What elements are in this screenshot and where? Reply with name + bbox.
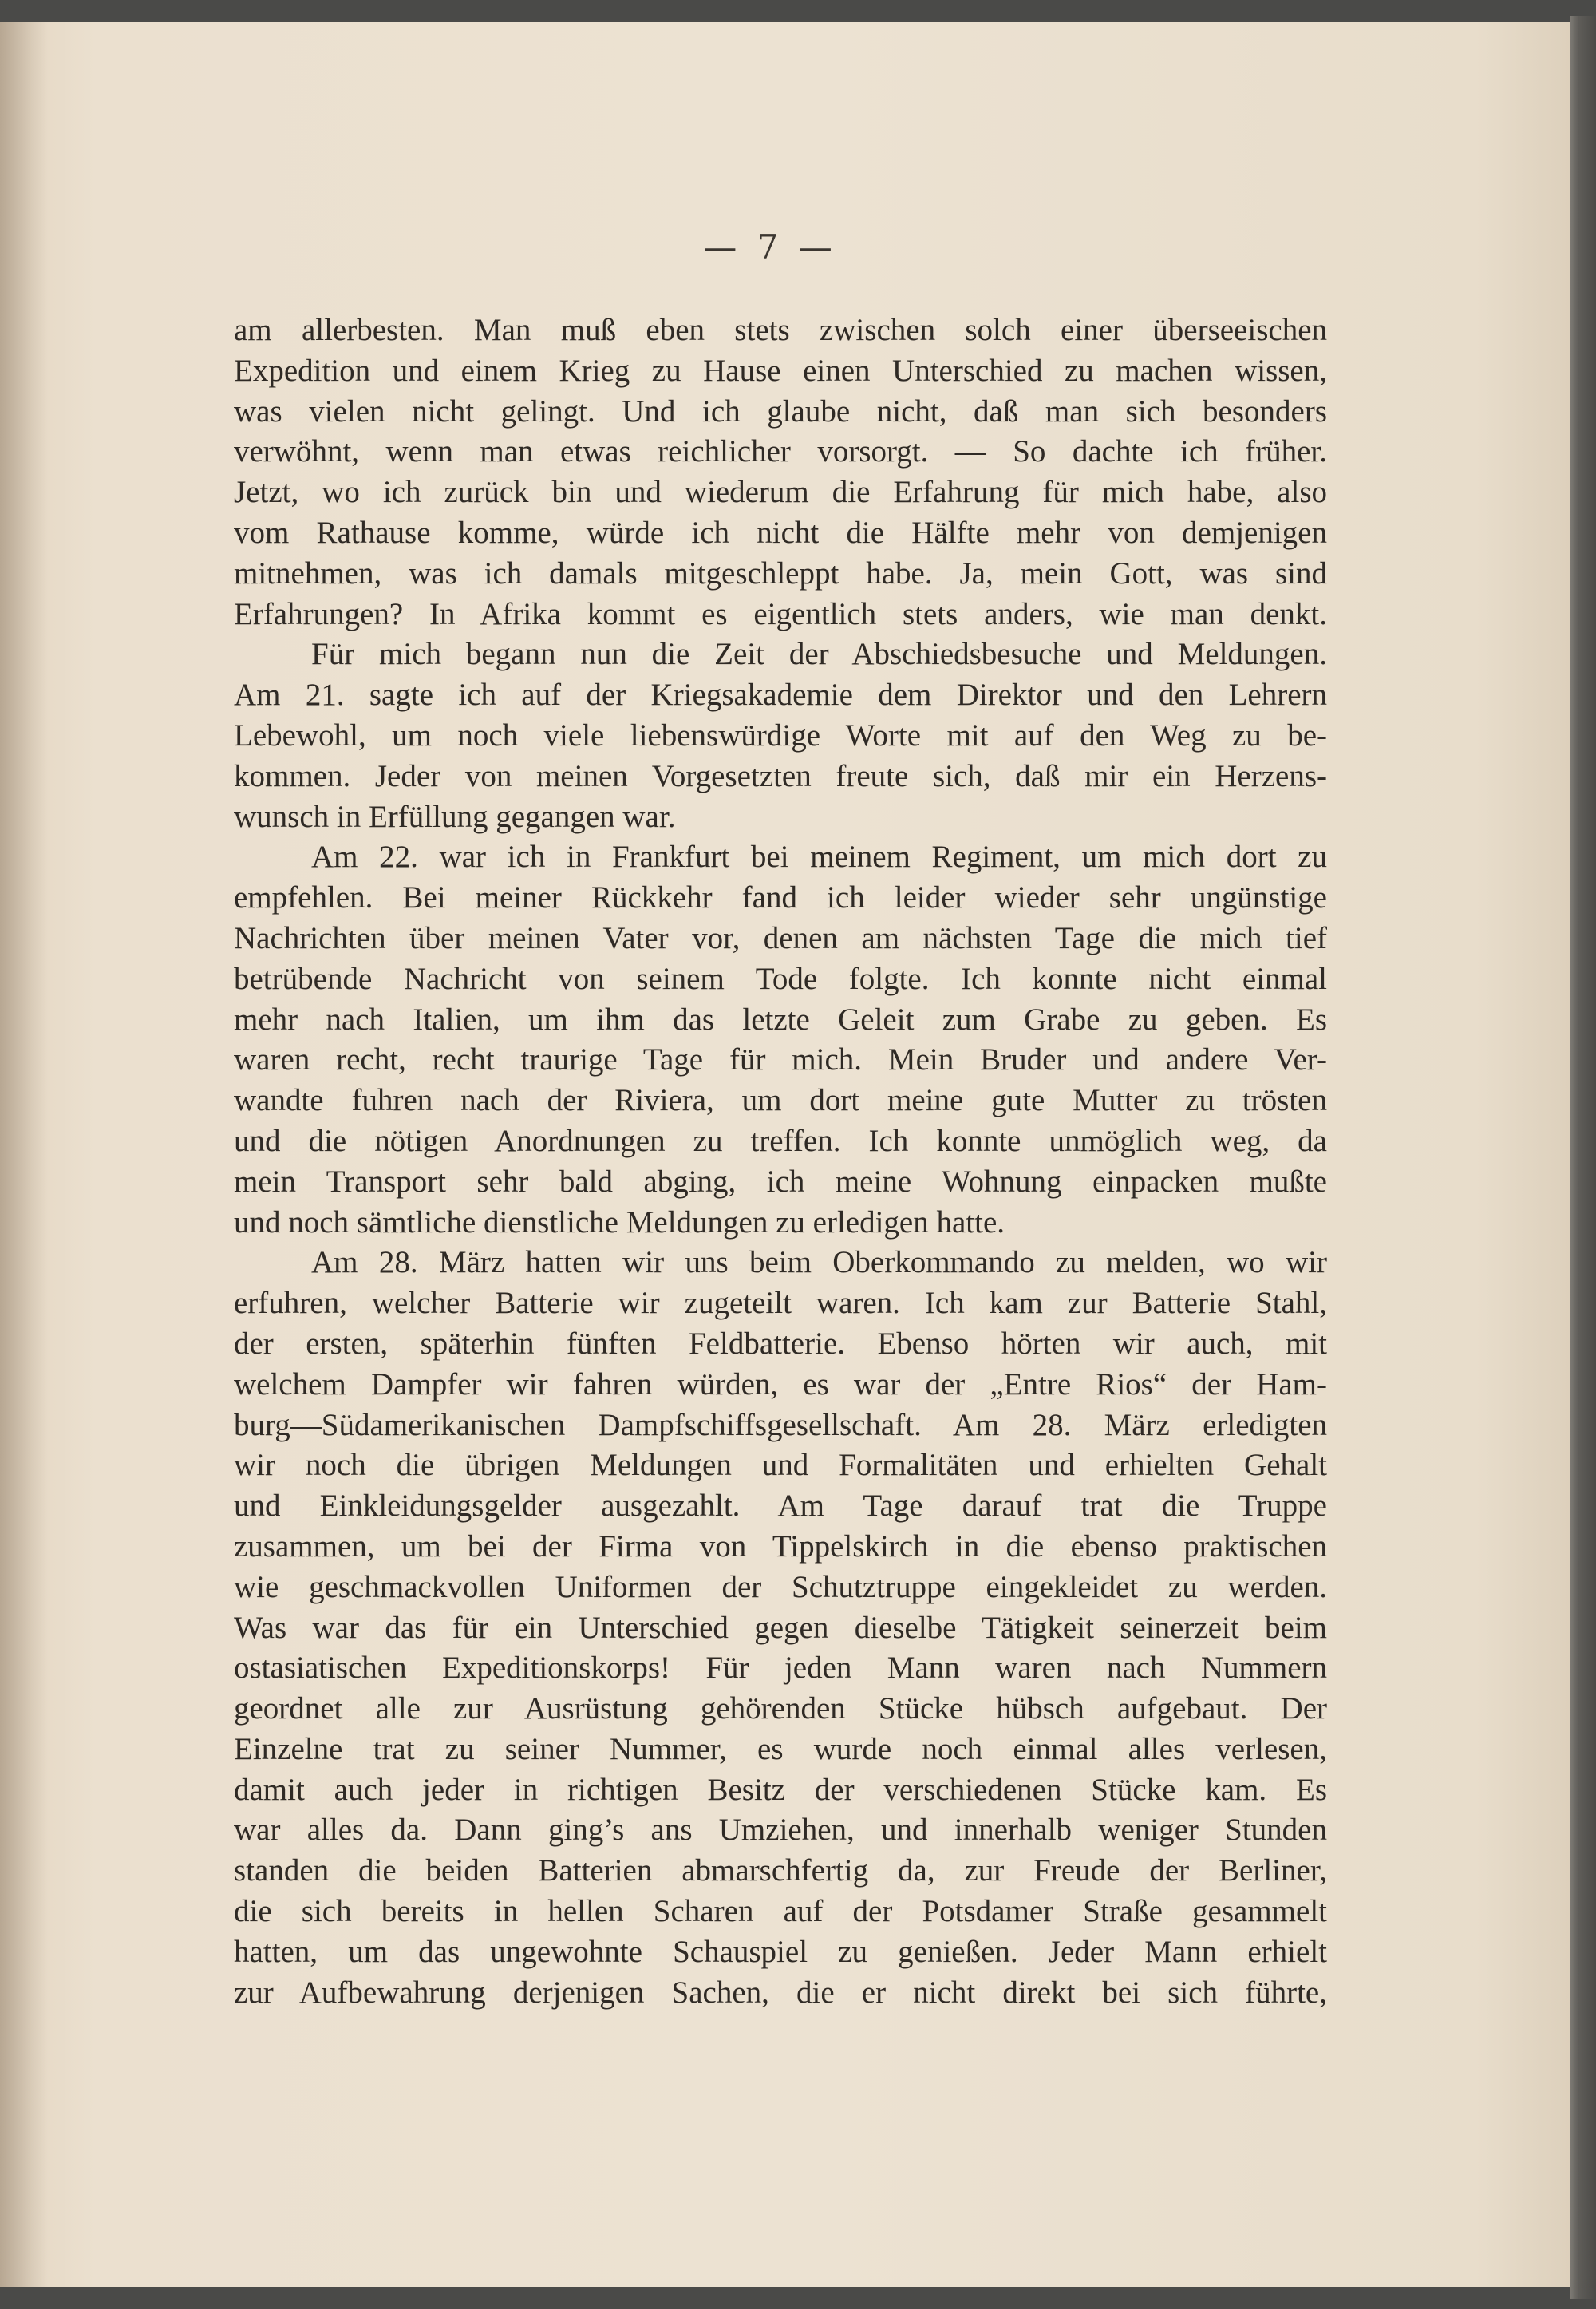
text-line: zusammen, um bei der Firma von Tippelskirch in die ebenso praktischen (234, 1528, 1327, 1564)
text-line: geordnet alle zur Ausrüstung gehörenden Stücke hübsch aufgebaut. Der (234, 1691, 1327, 1726)
text-line: Für mich begann nun die Zeit der Abschiedsbesuche und Meldungen. (311, 637, 1327, 672)
text-line: Am 22. war ich in Frankfurt bei meinem Regiment, um mich dort zu (311, 840, 1327, 875)
text-line: Am 28. März hatten wir uns beim Oberkommando zu melden, wo wir (311, 1245, 1327, 1280)
body-text (234, 310, 1327, 2013)
text-line: burg—Südamerikanischen Dampfschiffsgesellschaft. Am 28. März erledigten (234, 1407, 1327, 1442)
text-line: mehr nach Italien, um ihm das letzte Geleit zum Grabe zu geben. Es (234, 1002, 1327, 1037)
text-line: am allerbesten. Man muß eben stets zwischen solch einer überseeischen (234, 313, 1327, 347)
gutter-shadow (0, 22, 48, 2287)
text-line: ostasiatischen Expeditionskorps! Für jeden Mann waren nach Nummern (234, 1651, 1327, 1686)
text-line: Lebewohl, um noch viele liebenswürdige Worte mit auf den Weg zu be- (234, 718, 1327, 753)
text-line: betrübende Nachricht von seinem Tode folgte. Ich konnte nicht einmal (234, 961, 1327, 996)
text-line: war alles da. Dann ging’s ans Umziehen, und innerhalb weniger Stunden (234, 1813, 1327, 1848)
text-line: verwöhnt, wenn man etwas reichlicher vorsorgt. — So dachte ich früher. (234, 434, 1327, 469)
text-line: zur Aufbewahrung derjenigen Sachen, die er nicht direkt bei sich führte, (234, 1975, 1327, 2010)
text-line: standen die beiden Batterien abmarschfertig da, zur Freude der Berliner, (234, 1853, 1327, 1888)
text-line: damit auch jeder in richtigen Besitz der verschiedenen Stücke kam. Es (234, 1772, 1327, 1807)
text-line: vom Rathause komme, würde ich nicht die Hälfte mehr von demjenigen (234, 515, 1327, 550)
text-line: waren recht, recht traurige Tage für mich. Mein Bruder und andere Ver- (234, 1042, 1327, 1077)
text-line: kommen. Jeder von meinen Vorgesetzten freute sich, daß mir ein Herzens- (234, 758, 1327, 793)
text-line: der ersten, späterhin fünften Feldbatterie. Ebenso hörten wir auch, mit (234, 1326, 1327, 1361)
text-line: die sich bereits in hellen Scharen auf der Potsdamer Straße gesammelt (234, 1894, 1327, 1929)
text-line: wunsch in Erfüllung gegangen war. (234, 799, 676, 834)
text-line: und die nötigen Anordnungen zu treffen. Ich konnte unmöglich weg, da (234, 1123, 1327, 1158)
text-line: Expedition und einem Krieg zu Hause einen Unterschied zu machen wissen, (234, 353, 1327, 388)
text-line: welchem Dampfer wir fahren würden, es war der „Entre Rios“ der Ham- (234, 1366, 1327, 1402)
text-line: Nachrichten über meinen Vater vor, denen am nächsten Tage die mich tief (234, 920, 1327, 955)
text-line: und Einkleidungsgelder ausgezahlt. Am Tage darauf trat die Truppe (234, 1489, 1327, 1524)
text-line: mitnehmen, was ich damals mitgeschleppt habe. Ja, mein Gott, was sind (234, 556, 1327, 591)
text-line: Was war das für ein Unterschied gegen dieselbe Tätigkeit seinerzeit beim (234, 1610, 1327, 1645)
text-line: wir noch die übrigen Meldungen und Formalitäten und erhielten Gehalt (234, 1448, 1327, 1483)
text-line: und noch sämtliche dienstliche Meldungen zu erledigen hatte. (234, 1204, 1005, 1240)
text-line: Am 21. sagte ich auf der Kriegsakademie dem Direktor und den Lehrern (234, 678, 1327, 713)
text-line: wie geschmackvollen Uniformen der Schutztruppe eingekleidet zu werden. (234, 1569, 1327, 1604)
text-line: wandte fuhren nach der Riviera, um dort meine gute Mutter zu trösten (234, 1083, 1327, 1118)
text-line: was vielen nicht gelingt. Und ich glaube nicht, daß man sich besonders (234, 393, 1327, 429)
text-line: erfuhren, welcher Batterie wir zugeteilt waren. Ich kam zur Batterie Stahl, (234, 1286, 1327, 1321)
text-line: Erfahrungen? In Afrika kommt es eigentlich stets anders, wie man denkt. (234, 596, 1327, 631)
text-line: hatten, um das ungewohnte Schauspiel zu genießen. Jeder Mann erhielt (234, 1934, 1327, 1969)
text-line: Einzelne trat zu seiner Nummer, es wurde noch einmal alles verlesen, (234, 1731, 1327, 1766)
text-line: mein Transport sehr bald abging, ich meine Wohnung einpacken mußte (234, 1164, 1327, 1199)
text-line: Jetzt, wo ich zurück bin und wiederum die Erfahrung für mich habe, also (234, 475, 1327, 510)
page-edge (1570, 16, 1596, 2299)
page-number: — 7 — (703, 227, 837, 267)
text-line: empfehlen. Bei meiner Rückkehr fand ich leider wieder sehr ungünstige (234, 880, 1327, 915)
